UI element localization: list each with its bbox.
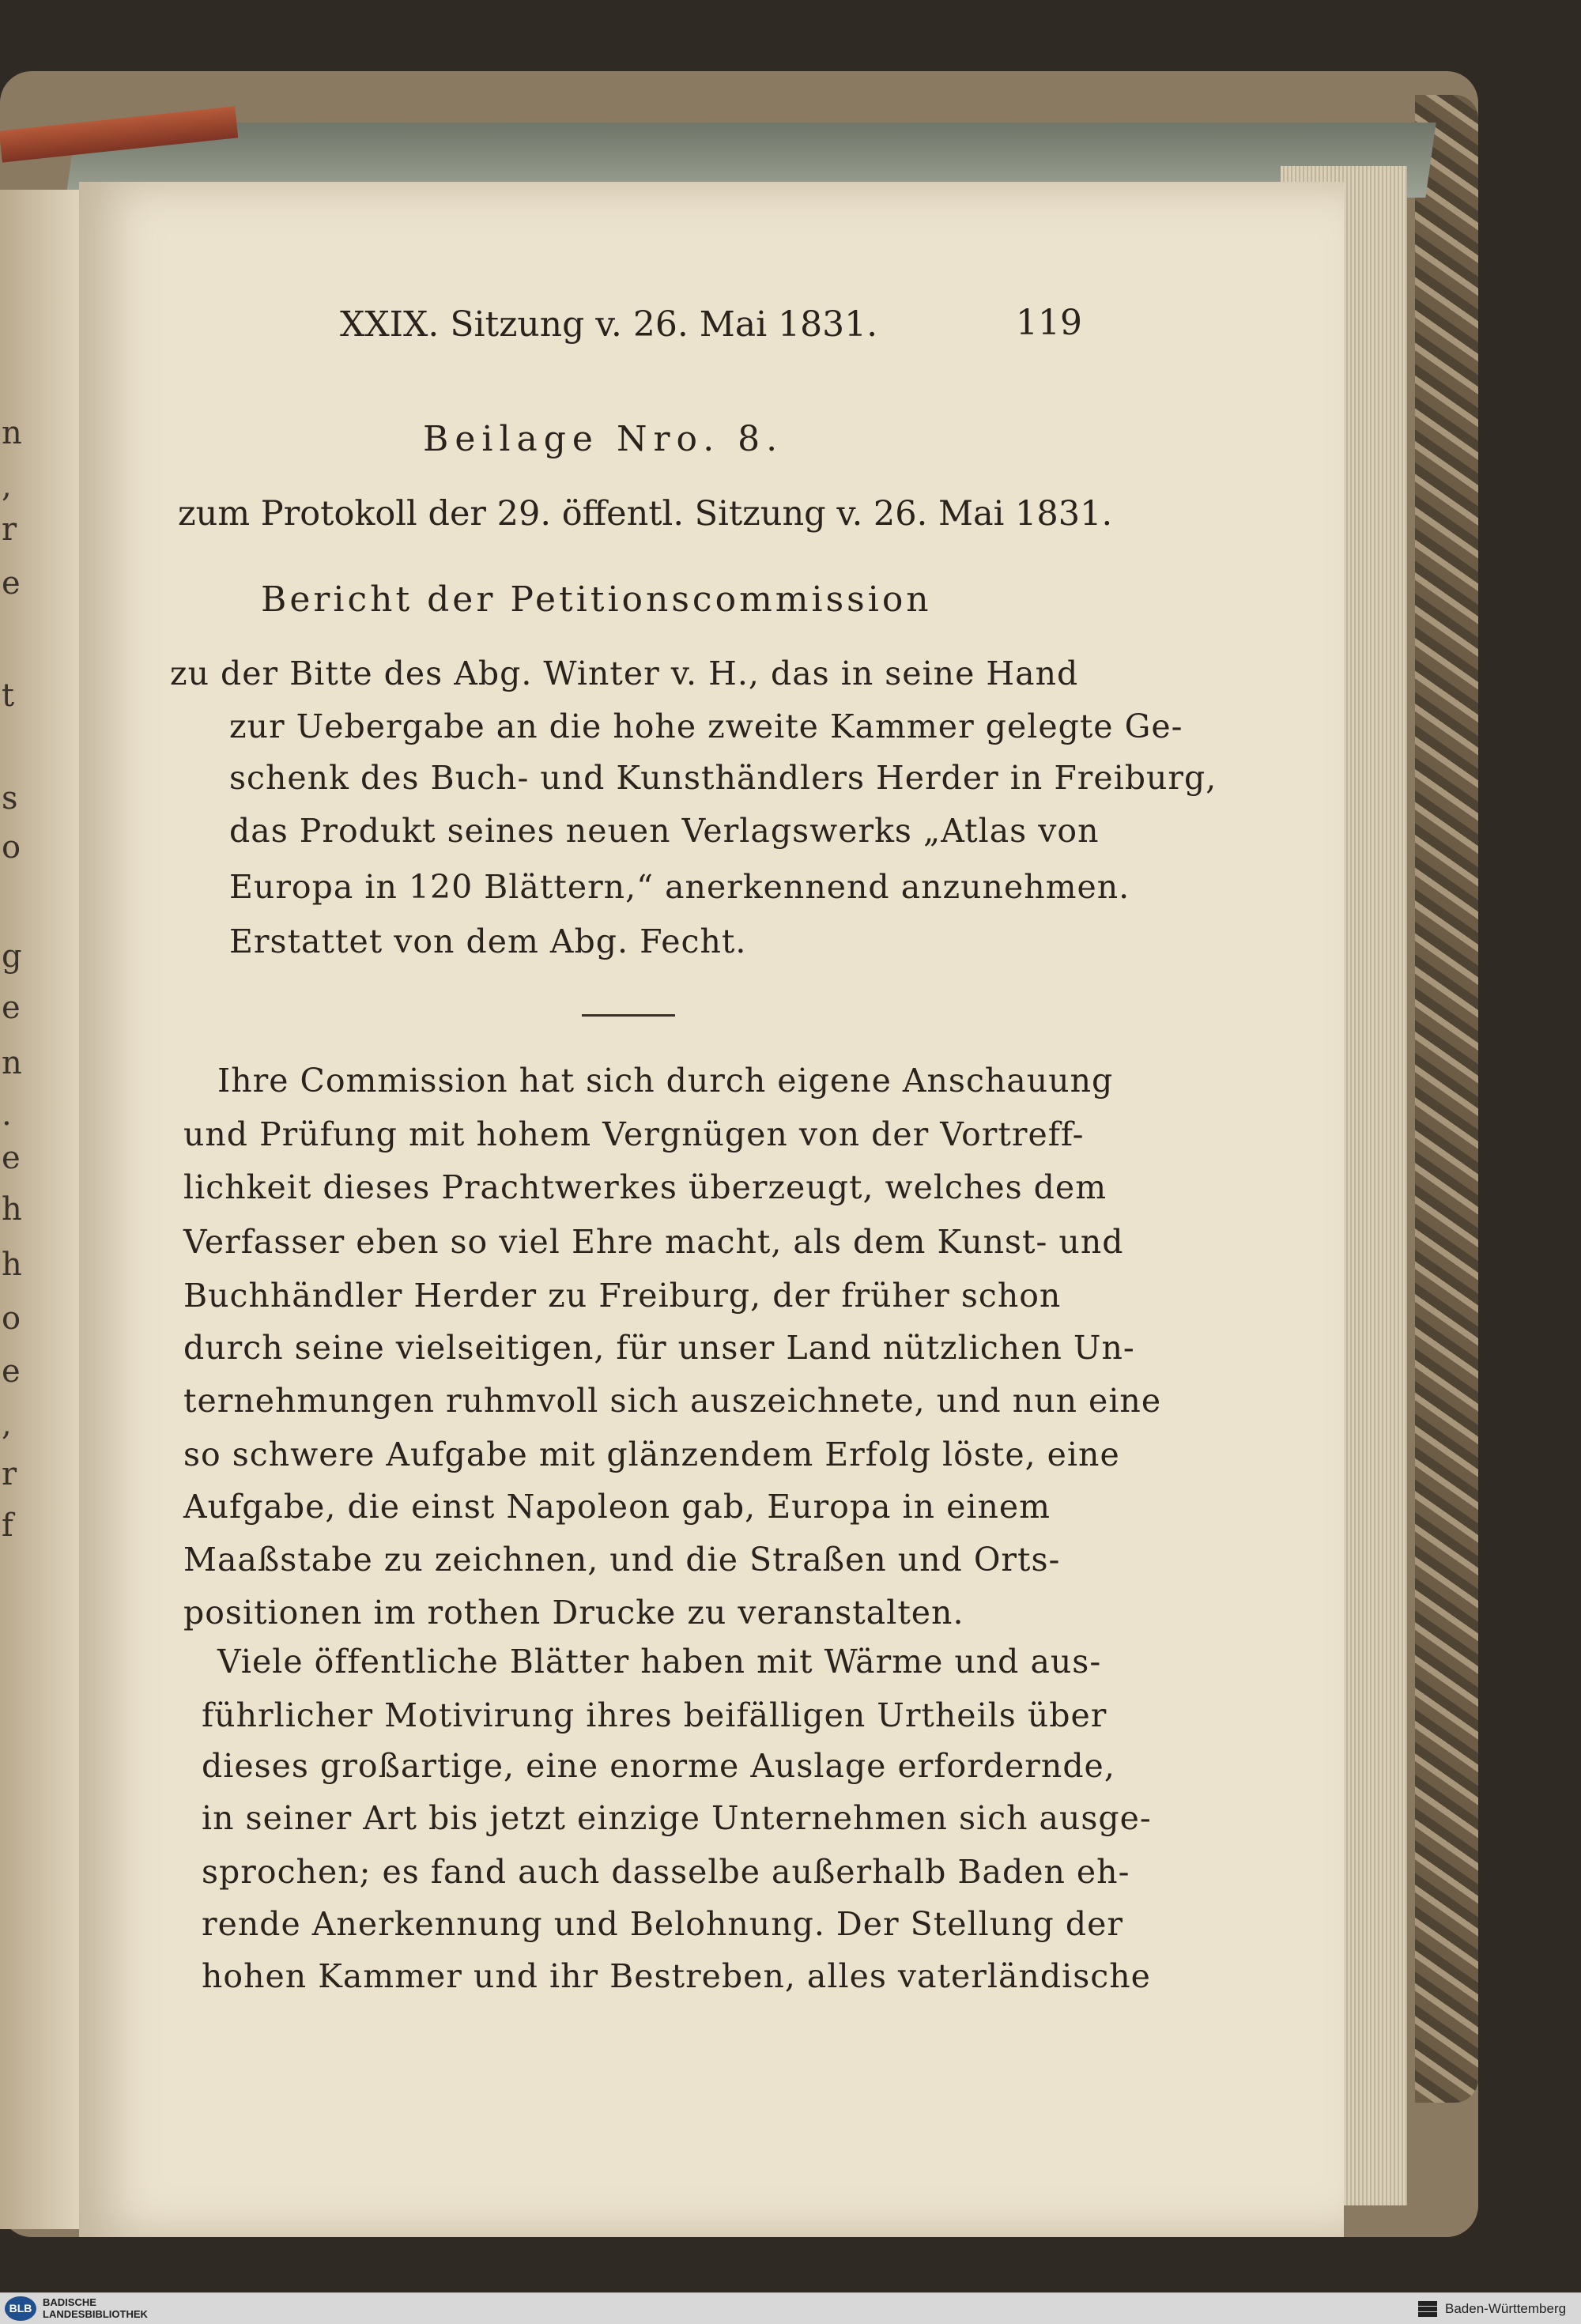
body-line: hohen Kammer und ihr Bestreben, alles vaterländische — [202, 1957, 1151, 1995]
body-line: Ihre Commission hat sich durch eigene Anschauung — [217, 1062, 1114, 1100]
body-line: so schwere Aufgabe mit glänzendem Erfolg löste, eine — [183, 1436, 1120, 1473]
section-divider — [582, 1014, 675, 1017]
library-name — [43, 2296, 148, 2320]
body-line: ternehmungen ruhmvoll sich auszeichnete, und nun eine — [183, 1382, 1162, 1420]
intro-line: Erstattet von dem Abg. Fecht. — [229, 922, 747, 960]
baden-wuerttemberg-crest-icon — [1417, 2299, 1439, 2318]
body-line: Aufgabe, die einst Napoleon gab, Europa in einem — [183, 1488, 1051, 1526]
intro-line: schenk des Buch- und Kunsthändlers Herder in Freiburg, — [229, 759, 1217, 797]
partner-name: Baden-Württemberg — [1445, 2301, 1567, 2316]
body-line: sprochen; es fand auch dasselbe außerhalb Baden eh- — [202, 1853, 1130, 1891]
report-title: Bericht der Petitionscommission — [261, 579, 932, 620]
intro-line: das Produkt seines neuen Verlagswerks „Atlas von — [229, 812, 1100, 850]
intro-line: Europa in 120 Blättern,“ anerkennend anzunehmen. — [229, 868, 1130, 906]
body-line: Viele öffentliche Blätter haben mit Wärme und aus- — [217, 1643, 1102, 1681]
body-line: dieses großartige, eine enorme Auslage erfordernde, — [202, 1747, 1115, 1785]
library-name-line: BADISCHE — [43, 2296, 96, 2308]
blb-logo: BLB — [5, 2296, 36, 2321]
library-name-line: LANDESBIBLIOTHEK — [43, 2308, 148, 2320]
body-line: rende Anerkennung und Belohnung. Der Stellung der — [202, 1905, 1123, 1943]
intro-line: zur Uebergabe an die hohe zweite Kammer gelegte Ge- — [229, 707, 1183, 745]
body-line: Maaßstabe zu zeichnen, und die Straßen und Orts- — [183, 1541, 1061, 1579]
page-number: 119 — [1016, 303, 1082, 343]
viewer-footer — [0, 2292, 1581, 2324]
appendix-subtitle: zum Protokoll der 29. öffentl. Sitzung v. 26. Mai 1831. — [178, 494, 1113, 534]
body-line: führlicher Motivirung ihres beifälligen Urtheils über — [202, 1696, 1107, 1734]
body-line: in seiner Art bis jetzt einzige Unternehmen sich ausge- — [202, 1799, 1152, 1837]
running-head: XXIX. Sitzung v. 26. Mai 1831. — [340, 304, 878, 345]
body-line: und Prüfung mit hohem Vergnügen von der Vortreff- — [183, 1115, 1085, 1153]
body-line: Verfasser eben so viel Ehre macht, als dem Kunst- und — [183, 1223, 1124, 1261]
body-line: Buchhändler Herder zu Freiburg, der früher schon — [183, 1277, 1062, 1315]
body-line: lichkeit dieses Prachtwerkes überzeugt, welches dem — [183, 1168, 1107, 1206]
intro-line: zu der Bitte des Abg. Winter v. H., das in seine Hand — [170, 655, 1079, 692]
body-line: durch seine vielseitigen, für unser Land nützlichen Un- — [183, 1329, 1135, 1367]
appendix-title: Beilage Nro. 8. — [423, 419, 784, 459]
body-line: positionen im rothen Drucke zu veranstalten. — [183, 1594, 964, 1632]
